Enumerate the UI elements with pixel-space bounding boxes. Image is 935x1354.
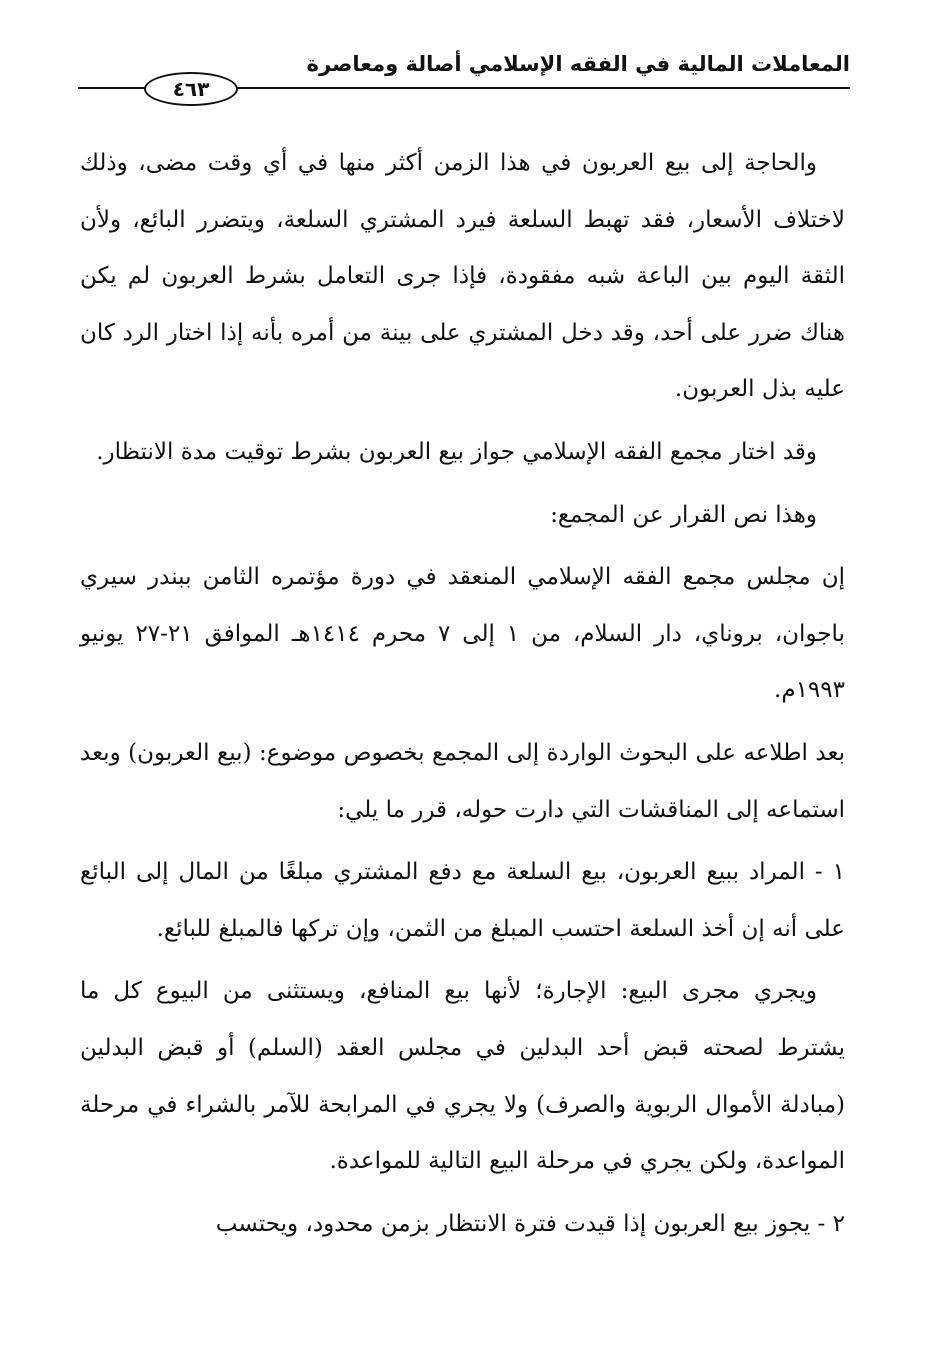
paragraph-7: ويجري مجرى البيع: الإجارة؛ لأنها بيع المنافع، ويستثنى من البيوع كل ما يشترط لصحته قبض أحد البدلين في مجلس العقد (السلم) أو قبض البدلين (مبادلة الأموال الربوية والصرف) ولا يجري في المرابحة للآمر بالشراء في مرحلة المواعدة، ولكن يجري في مرحلة البيع التالية للمواعدة. (80, 978, 845, 1175)
paragraph-4: إن مجلس مجمع الفقه الإسلامي المنعقد في دورة مؤتمره الثامن ببندر سيري باجوان، بروناي، دار السلام، من ١ إلى ٧ محرم ١٤١٤هـ الموافق ٢١-٢٧ يونيو ١٩٩٣م. (80, 564, 845, 704)
paragraph-2: وقد اختار مجمع الفقه الإسلامي جواز بيع العربون بشرط توقيت مدة الانتظار. (96, 438, 817, 465)
paragraph-6: ١ - المراد ببيع العربون، بيع السلعة مع دفع المشتري مبلغًا من المال إلى البائع على أنه إن أخذ السلعة احتسب المبلغ من الثمن، وإن تركها فالمبلغ للبائع. (80, 859, 845, 942)
page-number-badge: ٤٦٣ (144, 72, 238, 106)
body-text (80, 135, 845, 1252)
paragraph-8: ٢ - يجوز بيع العربون إذا قيدت فترة الانتظار بزمن محدود، ويحتسب (215, 1210, 845, 1237)
paragraph-3: وهذا نص القرار عن المجمع: (550, 501, 817, 528)
running-header (78, 50, 850, 106)
running-header-title: المعاملات المالية في الفقه الإسلامي أصالة ومعاصرة (306, 52, 850, 76)
paragraph-5: بعد اطلاعه على البحوث الواردة إلى المجمع بخصوص موضوع: (بيع العربون) وبعد استماعه إلى المناقشات التي دارت حوله، قرر ما يلي: (80, 739, 845, 823)
paragraph-1: والحاجة إلى بيع العربون في هذا الزمن أكثر منها في أي وقت مضى، وذلك لاختلاف الأسعار، فقد تهبط السلعة فيرد المشتري السلعة، ويتضرر البائع، ولأن الثقة اليوم بين الباعة شبه مفقودة، فإذا جرى التعامل بشرط العربون لم يكن هناك ضرر على أحد، وقد دخل المشتري على بينة من أمره بأنه إذا اختار الرد كان عليه بذل العربون. (80, 150, 845, 403)
